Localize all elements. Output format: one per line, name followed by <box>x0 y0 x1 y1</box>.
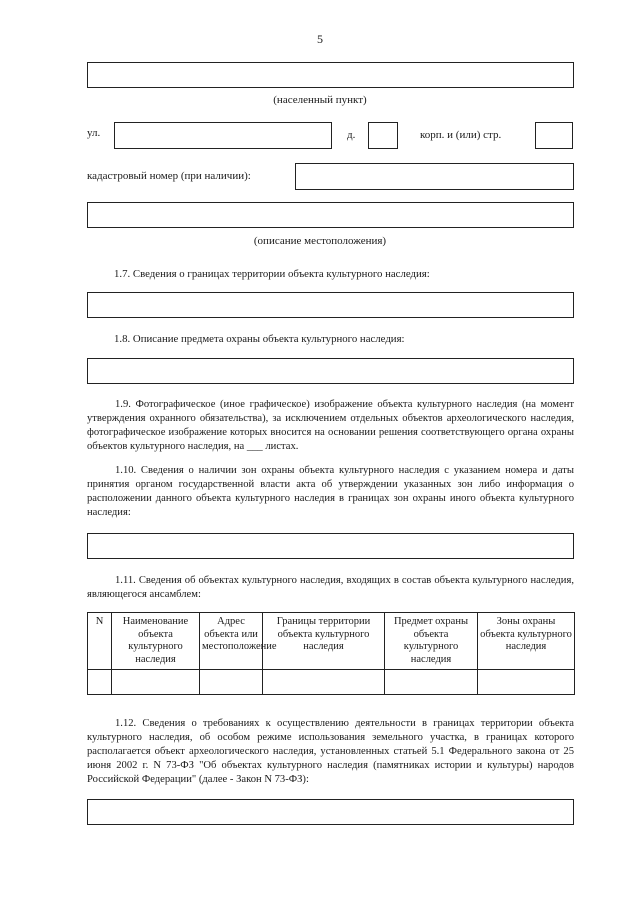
table-cell-boundaries[interactable] <box>263 670 385 695</box>
section-1-8-text: 1.8. Описание предмета охраны объекта культурного наследия: <box>114 333 405 345</box>
section-1-10-text: 1.10. Сведения о наличии зон охраны объекта культурного наследия с указанием номера и даты принятия органом государственной власти акта об утверждении указанных зон либо информация о расположении данного объекта культурного наследия в границах зон охраны иного объекта культурного наследия: <box>87 465 574 518</box>
section-1-12-text: 1.12. Сведения о требованиях к осуществлению деятельности в границах территории объекта культурного наследия, об особом режиме использования земельного участка, в границах которого располагается объект археологического наследия, установленных статьей 5.1 Федерального закона от 25 июня 2002 г. N 73-ФЗ "Об объектах культурного наследия (памятниках истории и культуры) народов Российской Федерации" (далее - Закон N 73-ФЗ): <box>87 718 574 785</box>
location-description-field[interactable] <box>87 202 574 228</box>
ensemble-table-header-row <box>88 613 575 670</box>
settlement-caption: (населенный пункт) <box>273 94 367 106</box>
col-header-name: Наименование объекта культурного наследия <box>112 613 200 670</box>
table-cell-protection-subject[interactable] <box>385 670 478 695</box>
street-label: ул. <box>87 127 101 139</box>
section-1-9-text: 1.9. Фотографическое (иное графическое) изображение объекта культурного наследия (на момент утверждения охранного обязательства), за исключением отдельных объектов археологического наследия, фотографическое изображение которых вносится на основании решения соответствующего органа охраны объектов культурного наследия, на ___ листах. <box>87 399 574 452</box>
page-number: 5 <box>317 32 323 46</box>
col-header-address: Адрес объекта или местоположение <box>200 613 263 670</box>
col-header-number: N <box>88 613 112 670</box>
settlement-field[interactable] <box>87 62 574 88</box>
table-cell-number[interactable] <box>88 670 112 695</box>
section-1-11-text: 1.11. Сведения об объектах культурного наследия, входящих в состав объекта культурного наследия, являющегося ансамблем: <box>87 575 574 600</box>
building-label: корп. и (или) стр. <box>420 129 502 141</box>
ensemble-table <box>87 612 575 695</box>
table-cell-name[interactable] <box>112 670 200 695</box>
section-1-8-field[interactable] <box>87 358 574 384</box>
table-cell-protection-zones[interactable] <box>478 670 575 695</box>
house-label: д. <box>347 129 356 141</box>
section-1-10-field[interactable] <box>87 533 574 559</box>
section-1-12-field[interactable] <box>87 799 574 825</box>
section-1-7-field[interactable] <box>87 292 574 318</box>
house-field[interactable] <box>368 122 398 149</box>
street-field[interactable] <box>114 122 332 149</box>
col-header-protection-subject: Предмет охраны объекта культурного наследия <box>385 613 478 670</box>
table-cell-address[interactable] <box>200 670 263 695</box>
cadastral-label: кадастровый номер (при наличии): <box>87 170 251 182</box>
location-description-caption: (описание местоположения) <box>253 235 387 247</box>
col-header-protection-zones: Зоны охраны объекта культурного наследия <box>478 613 575 670</box>
section-1-7-text: 1.7. Сведения о границах территории объекта культурного наследия: <box>114 268 430 280</box>
cadastral-field[interactable] <box>295 163 574 190</box>
col-header-boundaries: Границы территории объекта культурного наследия <box>263 613 385 670</box>
building-field[interactable] <box>535 122 573 149</box>
ensemble-table-row <box>88 670 575 695</box>
